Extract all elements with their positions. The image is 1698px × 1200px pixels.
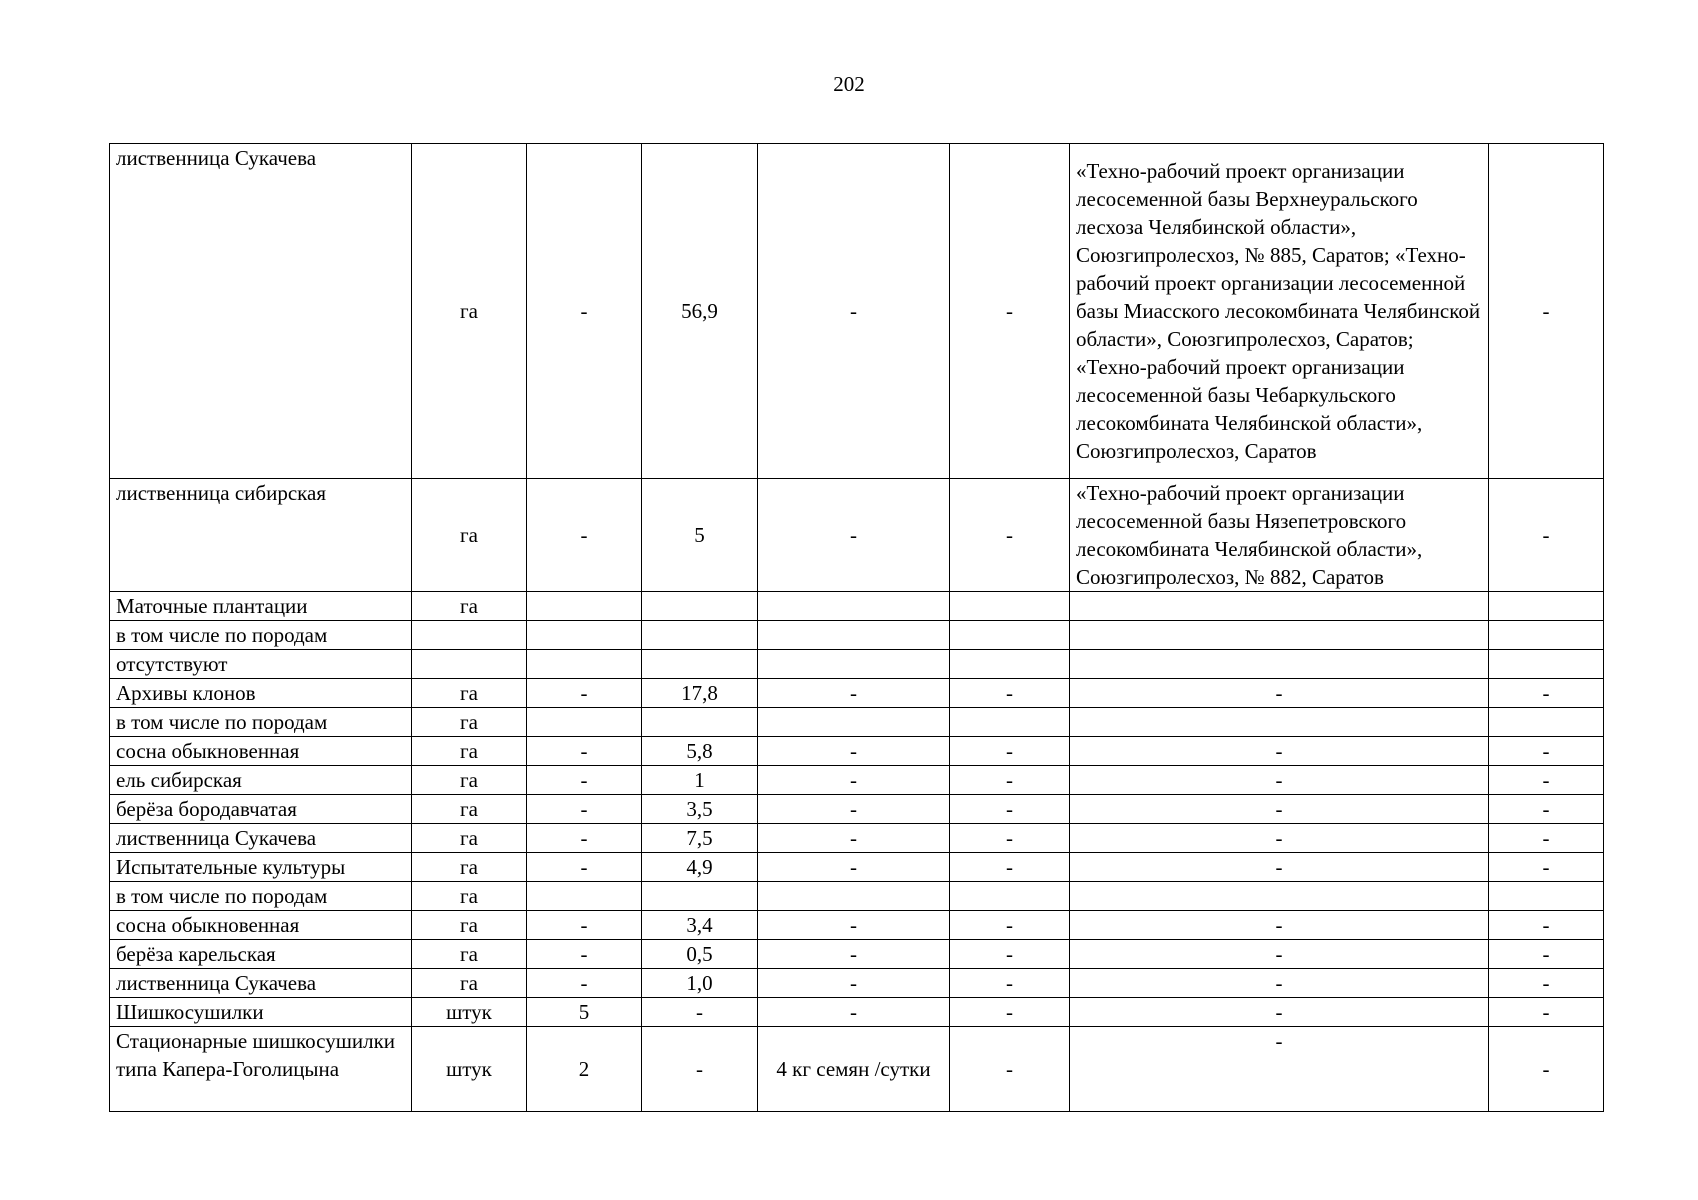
cell-document: «Техно-рабочий проект организации лесосеменной базы Нязепетровского лесокомбината Челябинской области», Союзгипролесхоз, № 882, Саратов (1070, 479, 1489, 592)
table-row (110, 766, 1604, 795)
cell-col8 (1489, 650, 1604, 679)
cell-document (1070, 882, 1489, 911)
cell-col5: - (758, 969, 950, 998)
table-row (110, 853, 1604, 882)
table-row (110, 679, 1604, 708)
cell-col4: 0,5 (642, 940, 758, 969)
cell-col3: - (527, 911, 642, 940)
cell-document: - (1070, 737, 1489, 766)
cell-col3: - (527, 479, 642, 592)
cell-col5 (758, 650, 950, 679)
cell-col3 (527, 708, 642, 737)
cell-col4: 1,0 (642, 969, 758, 998)
cell-name: Стационарные шишкосушилки типа Капера-Гоголицына (110, 1027, 412, 1112)
cell-unit: га (412, 969, 527, 998)
table-row (110, 650, 1604, 679)
data-table (109, 143, 1604, 1112)
cell-col5: - (758, 940, 950, 969)
table-row (110, 1027, 1604, 1112)
cell-col6: - (950, 1027, 1070, 1112)
cell-document (1070, 621, 1489, 650)
cell-unit (412, 621, 527, 650)
cell-col8: - (1489, 679, 1604, 708)
cell-col4: - (642, 998, 758, 1027)
table-row (110, 795, 1604, 824)
cell-unit: га (412, 795, 527, 824)
cell-document: - (1070, 1027, 1489, 1112)
cell-name: Шишкосушилки (110, 998, 412, 1027)
cell-document: - (1070, 853, 1489, 882)
cell-document: - (1070, 940, 1489, 969)
table-row (110, 144, 1604, 479)
cell-name: Архивы клонов (110, 679, 412, 708)
cell-col8: - (1489, 940, 1604, 969)
cell-name: Маточные плантации (110, 592, 412, 621)
cell-unit (412, 650, 527, 679)
table-row (110, 969, 1604, 998)
cell-unit: га (412, 592, 527, 621)
cell-col8 (1489, 592, 1604, 621)
cell-col8: - (1489, 766, 1604, 795)
cell-col4: 3,4 (642, 911, 758, 940)
table-row (110, 708, 1604, 737)
cell-col8: - (1489, 795, 1604, 824)
cell-col3 (527, 621, 642, 650)
table-row (110, 882, 1604, 911)
cell-unit: га (412, 940, 527, 969)
cell-col3 (527, 882, 642, 911)
cell-document: - (1070, 766, 1489, 795)
cell-unit: га (412, 708, 527, 737)
cell-col3: - (527, 969, 642, 998)
cell-unit: га (412, 911, 527, 940)
cell-unit: га (412, 853, 527, 882)
cell-col3 (527, 592, 642, 621)
cell-col8: - (1489, 1027, 1604, 1112)
cell-col8: - (1489, 969, 1604, 998)
cell-unit: штук (412, 1027, 527, 1112)
cell-col3: - (527, 795, 642, 824)
cell-col6: - (950, 766, 1070, 795)
cell-col5: - (758, 998, 950, 1027)
cell-col4 (642, 708, 758, 737)
cell-col5: 4 кг семян /сутки (758, 1027, 950, 1112)
cell-col6: - (950, 824, 1070, 853)
table-row (110, 592, 1604, 621)
cell-document: - (1070, 911, 1489, 940)
cell-col3: - (527, 824, 642, 853)
cell-col8: - (1489, 144, 1604, 479)
cell-col8: - (1489, 853, 1604, 882)
cell-col4: 5,8 (642, 737, 758, 766)
cell-col5: - (758, 911, 950, 940)
cell-document: - (1070, 824, 1489, 853)
cell-unit: га (412, 144, 527, 479)
cell-document: - (1070, 795, 1489, 824)
cell-name: ель сибирская (110, 766, 412, 795)
cell-col4: 3,5 (642, 795, 758, 824)
cell-col3 (527, 650, 642, 679)
cell-name: лиственница Сукачева (110, 824, 412, 853)
cell-name: сосна обыкновенная (110, 911, 412, 940)
table-row (110, 621, 1604, 650)
cell-col3: 5 (527, 998, 642, 1027)
table-row (110, 940, 1604, 969)
cell-col6 (950, 650, 1070, 679)
cell-name: берёза бородавчатая (110, 795, 412, 824)
cell-unit: га (412, 479, 527, 592)
cell-unit: га (412, 882, 527, 911)
cell-col3: - (527, 737, 642, 766)
cell-col4: 17,8 (642, 679, 758, 708)
cell-col4: 5 (642, 479, 758, 592)
cell-col5: - (758, 144, 950, 479)
cell-col6: - (950, 479, 1070, 592)
cell-col4: 4,9 (642, 853, 758, 882)
cell-col8: - (1489, 911, 1604, 940)
cell-document (1070, 650, 1489, 679)
cell-document: «Техно-рабочий проект организации лесосеменной базы Верхнеуральского лесхоза Челябинской области», Союзгипролесхоз, № 885, Саратов; «Техно-рабочий проект организации лесосеменной базы Миасского лесокомбината Челябинской области», Союзгипролесхоз, Саратов; «Техно-рабочий проект организации лесосеменной базы Чебаркульского лесокомбината Челябинской области», Союзгипролесхоз, Саратов (1070, 144, 1489, 479)
cell-unit: га (412, 766, 527, 795)
cell-col6 (950, 592, 1070, 621)
cell-name: лиственница Сукачева (110, 144, 412, 479)
cell-col3: - (527, 679, 642, 708)
cell-col5 (758, 621, 950, 650)
cell-col8 (1489, 882, 1604, 911)
cell-col5 (758, 708, 950, 737)
cell-col4: 1 (642, 766, 758, 795)
cell-name: Испытательные культуры (110, 853, 412, 882)
cell-unit: га (412, 737, 527, 766)
cell-col6: - (950, 853, 1070, 882)
table-row (110, 998, 1604, 1027)
cell-col4: 56,9 (642, 144, 758, 479)
cell-document: - (1070, 679, 1489, 708)
cell-col4 (642, 650, 758, 679)
cell-col5: - (758, 679, 950, 708)
cell-name: в том числе по породам (110, 708, 412, 737)
cell-col8 (1489, 708, 1604, 737)
cell-col3: - (527, 766, 642, 795)
cell-col5: - (758, 824, 950, 853)
table-row (110, 911, 1604, 940)
cell-col5 (758, 882, 950, 911)
cell-name: берёза карельская (110, 940, 412, 969)
table-row (110, 737, 1604, 766)
cell-col6: - (950, 998, 1070, 1027)
cell-col8: - (1489, 737, 1604, 766)
cell-name: лиственница сибирская (110, 479, 412, 592)
table-row (110, 824, 1604, 853)
cell-col6: - (950, 144, 1070, 479)
cell-col5: - (758, 479, 950, 592)
cell-col5: - (758, 795, 950, 824)
cell-col4 (642, 592, 758, 621)
cell-col4 (642, 621, 758, 650)
cell-name: отсутствуют (110, 650, 412, 679)
cell-col5: - (758, 853, 950, 882)
cell-col3: - (527, 853, 642, 882)
cell-col3: - (527, 940, 642, 969)
cell-col6: - (950, 679, 1070, 708)
cell-col8: - (1489, 998, 1604, 1027)
cell-col8: - (1489, 824, 1604, 853)
cell-document (1070, 708, 1489, 737)
page-number: 202 (833, 72, 865, 96)
cell-col5: - (758, 737, 950, 766)
cell-col6 (950, 708, 1070, 737)
cell-col6: - (950, 940, 1070, 969)
cell-col6 (950, 621, 1070, 650)
cell-name: лиственница Сукачева (110, 969, 412, 998)
cell-col8: - (1489, 479, 1604, 592)
cell-document: - (1070, 969, 1489, 998)
cell-unit: га (412, 824, 527, 853)
cell-col5 (758, 592, 950, 621)
cell-document (1070, 592, 1489, 621)
cell-col3: 2 (527, 1027, 642, 1112)
cell-col6: - (950, 795, 1070, 824)
cell-name: в том числе по породам (110, 621, 412, 650)
cell-col4: - (642, 1027, 758, 1112)
cell-col6 (950, 882, 1070, 911)
cell-col4 (642, 882, 758, 911)
table-row (110, 479, 1604, 592)
cell-col5: - (758, 766, 950, 795)
cell-col6: - (950, 737, 1070, 766)
cell-col6: - (950, 911, 1070, 940)
cell-col8 (1489, 621, 1604, 650)
cell-document: - (1070, 998, 1489, 1027)
cell-col6: - (950, 969, 1070, 998)
cell-unit: штук (412, 998, 527, 1027)
cell-name: сосна обыкновенная (110, 737, 412, 766)
cell-col3: - (527, 144, 642, 479)
cell-unit: га (412, 679, 527, 708)
cell-name: в том числе по породам (110, 882, 412, 911)
cell-col4: 7,5 (642, 824, 758, 853)
